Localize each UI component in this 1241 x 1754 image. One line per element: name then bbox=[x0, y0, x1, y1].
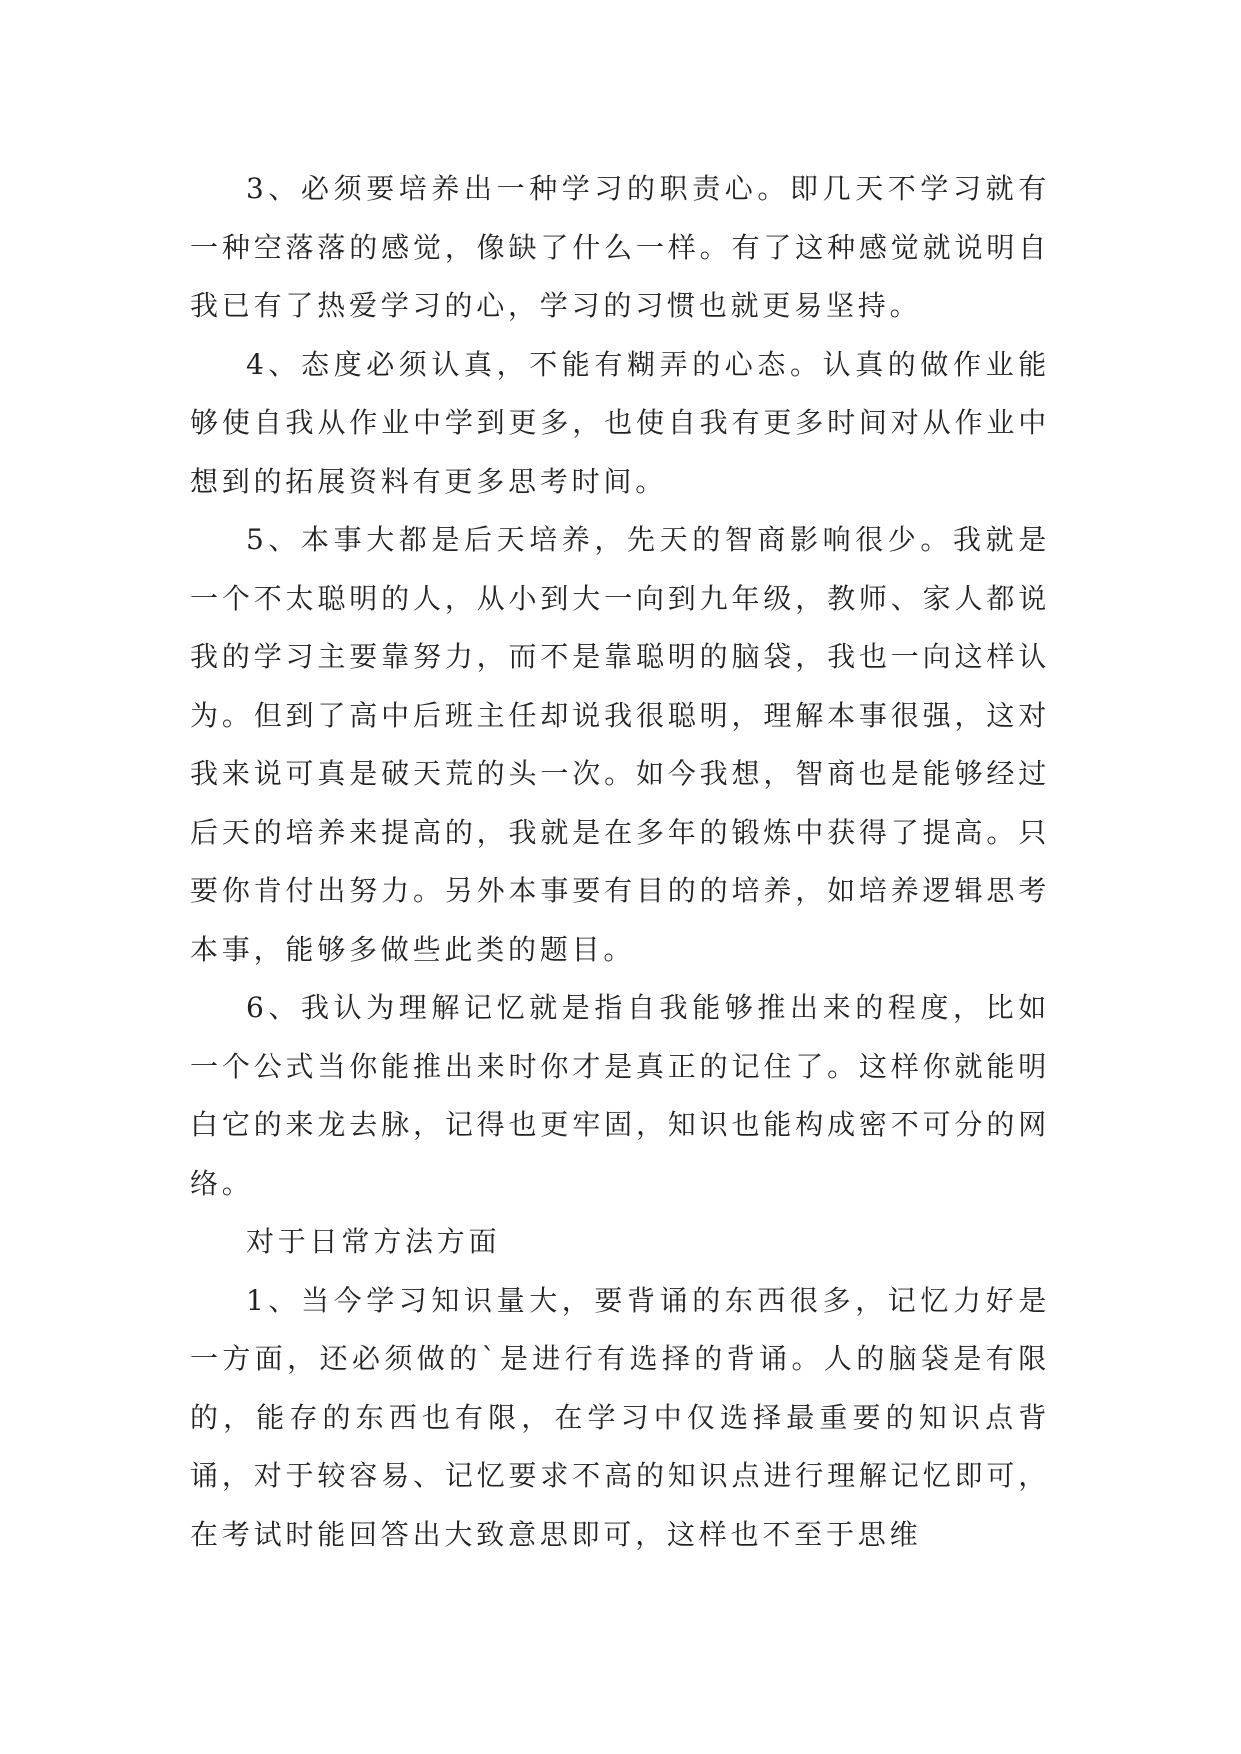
document-body bbox=[190, 160, 1050, 1564]
paragraph-point-4: 4、态度必须认真，不能有糊弄的心态。认真的做作业能够使自我从作业中学到更多，也使自我有更多时间对从作业中想到的拓展资料有更多思考时间。 bbox=[190, 347, 1050, 498]
paragraph-method-1: 1、当今学习知识量大，要背诵的东西很多，记忆力好是一方面，还必须做的`是进行有选择的背诵。人的脑袋是有限的，能存的东西也有限，在学习中仅选择最重要的知识点背诵，对于较容易、记忆要求不高的知识点进行理解记忆即可，在考试时能回答出大致意思即可，这样也不至于思维 bbox=[190, 1283, 1050, 1551]
paragraph-point-6: 6、我认为理解记忆就是指自我能够推出来的程度，比如一个公式当你能推出来时你才是真正的记住了。这样你就能明白它的来龙去脉，记得也更牢固，知识也能构成密不可分的网络。 bbox=[190, 991, 1050, 1200]
paragraph-point-5: 5、本事大都是后天培养，先天的智商影响很少。我就是一个不太聪明的人，从小到大一向到九年级，教师、家人都说我的学习主要靠努力，而不是靠聪明的脑袋，我也一向这样认为。但到了高中后班主任却说我很聪明，理解本事很强，这对我来说可真是破天荒的头一次。如今我想，智商也是能够经过后天的培养来提高的，我就是在多年的锻炼中获得了提高。只要你肯付出努力。另外本事要有目的的培养，如培养逻辑思考本事，能够多做些此类的题目。 bbox=[190, 523, 1050, 966]
section-heading-daily-methods: 对于日常方法方面 bbox=[246, 1225, 501, 1258]
paragraph-point-3: 3、必须要培养出一种学习的职责心。即几天不学习就有一种空落落的感觉，像缺了什么一样。有了这种感觉就说明自我已有了热爱学习的心，学习的习惯也就更易坚持。 bbox=[190, 172, 1050, 322]
